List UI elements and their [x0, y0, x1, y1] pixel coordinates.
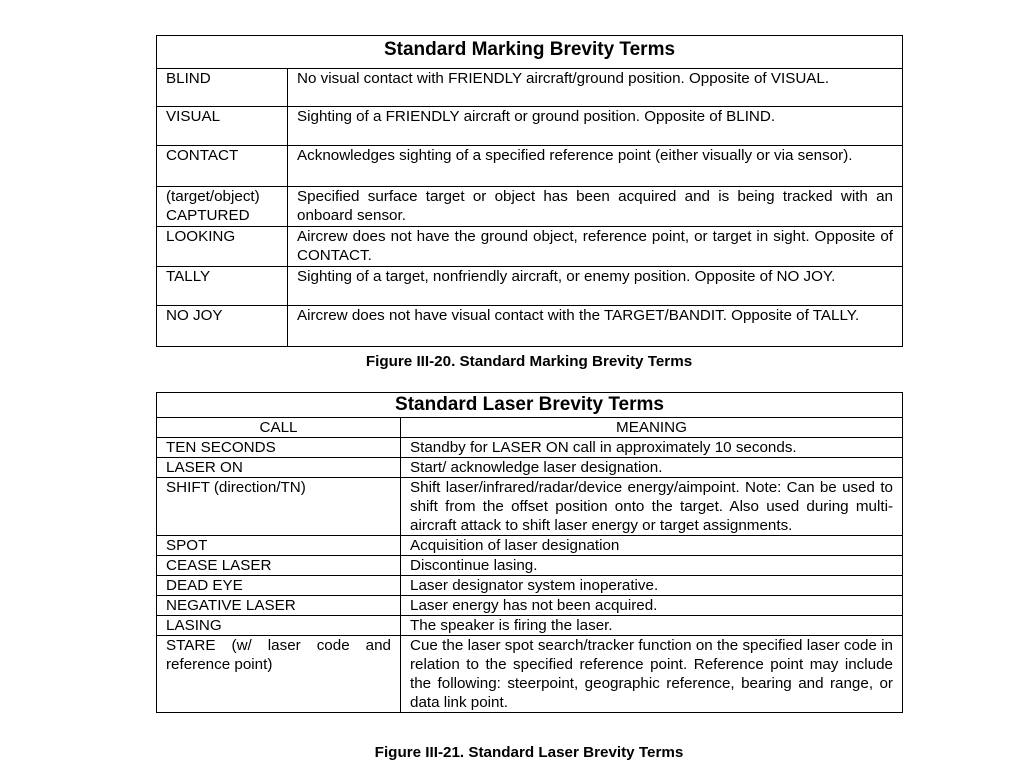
- table-row: [157, 438, 903, 458]
- marking-brevity-table: [156, 35, 903, 347]
- table-row: [157, 556, 903, 576]
- table-row: [157, 227, 903, 267]
- meaning-spot: Acquisition of laser designation: [401, 536, 903, 556]
- column-header-call: CALL: [157, 418, 401, 438]
- meaning-negative-laser: Laser energy has not been acquired.: [401, 596, 903, 616]
- meaning-ten-seconds: Standby for LASER ON call in approximately 10 seconds.: [401, 438, 903, 458]
- table-row: [157, 267, 903, 306]
- table-row: [157, 616, 903, 636]
- term-no-joy: NO JOY: [157, 306, 288, 347]
- definition-no-joy: Aircrew does not have visual contact with the TARGET/BANDIT. Opposite of TALLY.: [288, 306, 903, 347]
- marking-title-row: [157, 36, 903, 69]
- table-row: [157, 576, 903, 596]
- column-header-meaning: MEANING: [401, 418, 903, 438]
- definition-captured: Specified surface target or object has been acquired and is being tracked with an onboard sensor.: [288, 187, 903, 227]
- laser-header-row: [157, 418, 903, 438]
- call-negative-laser: NEGATIVE LASER: [157, 596, 401, 616]
- laser-title-row: [157, 393, 903, 418]
- term-visual: VISUAL: [157, 107, 288, 146]
- table-row: [157, 458, 903, 478]
- call-laser-on: LASER ON: [157, 458, 401, 478]
- meaning-lasing: The speaker is firing the laser.: [401, 616, 903, 636]
- table-row: [157, 187, 903, 227]
- call-dead-eye: DEAD EYE: [157, 576, 401, 596]
- laser-table-title: Standard Laser Brevity Terms: [157, 393, 903, 418]
- call-spot: SPOT: [157, 536, 401, 556]
- marking-table-title: Standard Marking Brevity Terms: [157, 36, 903, 69]
- call-ten-seconds: TEN SECONDS: [157, 438, 401, 458]
- figure-caption-laser: Figure III-21. Standard Laser Brevity Terms: [374, 744, 684, 761]
- meaning-shift: Shift laser/infrared/radar/device energy/aimpoint. Note: Can be used to shift from the offset position onto the target. Also used during multi-aircraft attack to shift laser energy or target assignments.: [401, 478, 903, 536]
- table-row: [157, 536, 903, 556]
- call-shift: SHIFT (direction/TN): [157, 478, 401, 536]
- term-contact: CONTACT: [157, 146, 288, 187]
- table-row: [157, 107, 903, 146]
- table-row: [157, 636, 903, 713]
- definition-visual: Sighting of a FRIENDLY aircraft or ground position. Opposite of BLIND.: [288, 107, 903, 146]
- table-row: [157, 596, 903, 616]
- meaning-stare: Cue the laser spot search/tracker function on the specified laser code in relation to the specified reference point. Reference point may include the following: steerpoint, geographic reference, bearing and range, or data link point.: [401, 636, 903, 713]
- laser-brevity-table: [156, 392, 903, 713]
- table-row: [157, 146, 903, 187]
- term-blind: BLIND: [157, 69, 288, 107]
- call-stare: STARE (w/ laser code and reference point): [157, 636, 401, 713]
- table-row: [157, 306, 903, 347]
- term-tally: TALLY: [157, 267, 288, 306]
- definition-blind: No visual contact with FRIENDLY aircraft/ground position. Opposite of VISUAL.: [288, 69, 903, 107]
- term-captured: (target/object) CAPTURED: [157, 187, 288, 227]
- call-lasing: LASING: [157, 616, 401, 636]
- term-looking: LOOKING: [157, 227, 288, 267]
- table-row: [157, 478, 903, 536]
- figure-caption-marking: Figure III-20. Standard Marking Brevity Terms: [365, 353, 693, 370]
- table-row: [157, 69, 903, 107]
- meaning-cease-laser: Discontinue lasing.: [401, 556, 903, 576]
- definition-tally: Sighting of a target, nonfriendly aircraft, or enemy position. Opposite of NO JOY.: [288, 267, 903, 306]
- definition-contact: Acknowledges sighting of a specified reference point (either visually or via sensor).: [288, 146, 903, 187]
- definition-looking: Aircrew does not have the ground object, reference point, or target in sight. Opposite of CONTACT.: [288, 227, 903, 267]
- meaning-dead-eye: Laser designator system inoperative.: [401, 576, 903, 596]
- meaning-laser-on: Start/ acknowledge laser designation.: [401, 458, 903, 478]
- call-cease-laser: CEASE LASER: [157, 556, 401, 576]
